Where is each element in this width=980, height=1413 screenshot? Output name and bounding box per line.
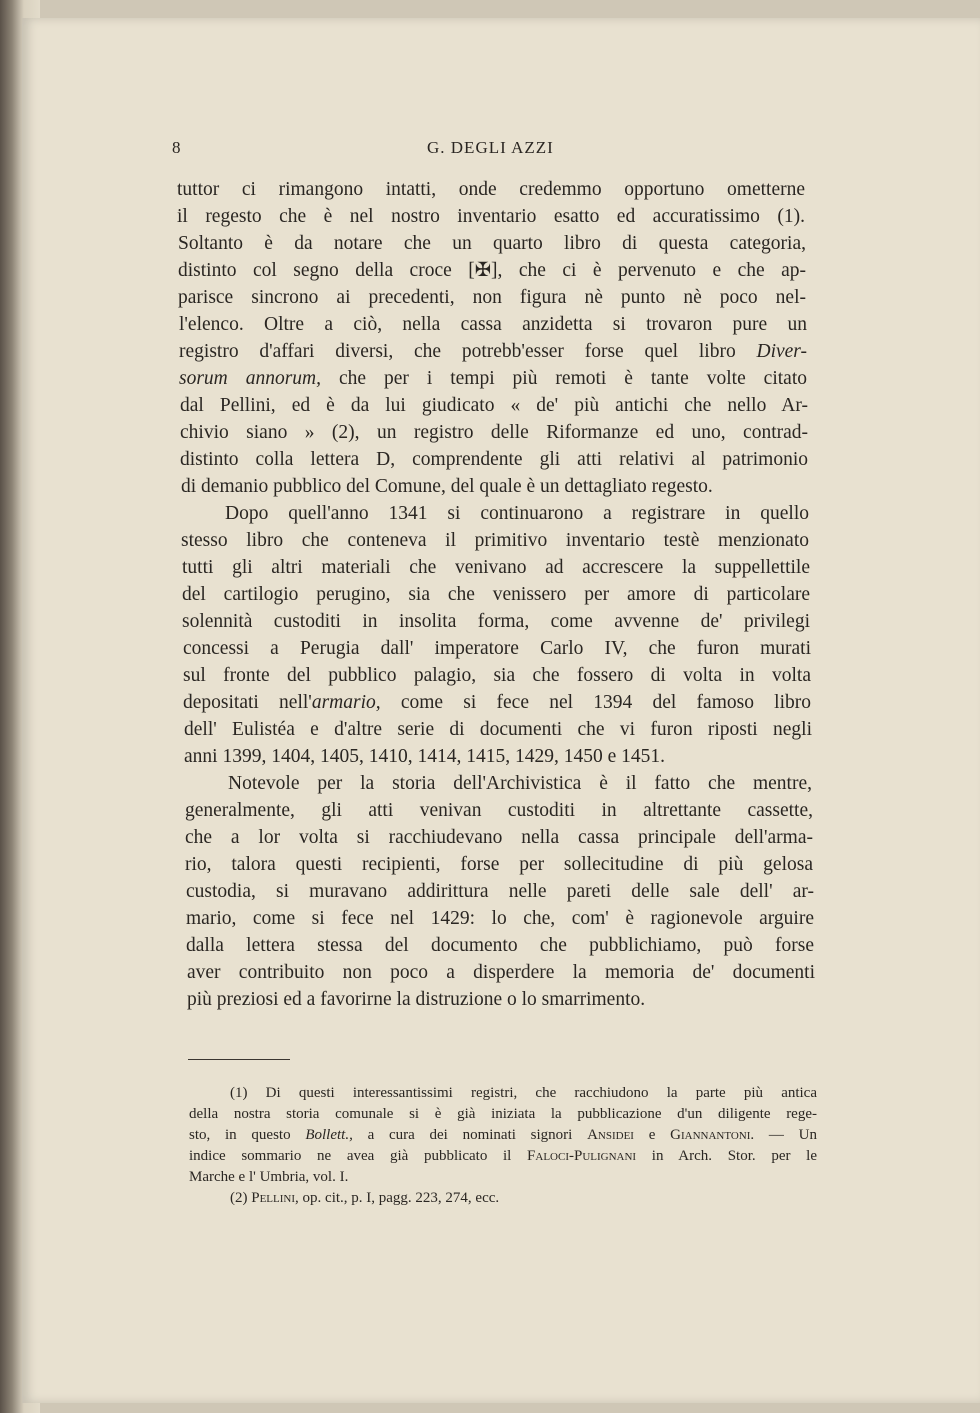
body-line — [177, 178, 805, 202]
text-segment: aver contribuito non poco a disperdere la memoria de' documenti — [187, 962, 815, 983]
text-segment: l'elenco. Oltre a ciò, nella cassa anzidetta si trovaron pure un — [179, 314, 807, 335]
text-segment: depositati nell' — [183, 692, 312, 713]
text-segment: (2) — [230, 1190, 252, 1206]
body-line — [228, 772, 812, 796]
body-line — [178, 286, 806, 310]
text-segment: a cura dei nominati signori — [352, 1127, 588, 1143]
text-segment: dell' Eulistéa e d'altre serie di documenti che vi furon riposti negli — [184, 719, 812, 740]
body-line — [179, 313, 807, 337]
body-line — [186, 907, 814, 931]
text-segment: distinto colla lettera D, comprendente gli atti relativi al patrimonio — [180, 449, 808, 470]
text-segment: registro d'affari diversi, che potrebb'esser forse quel libro — [179, 341, 757, 362]
text-segment: come si fece nel 1394 del famoso libro — [380, 692, 812, 713]
body-line — [183, 664, 811, 688]
body-line — [180, 448, 808, 472]
body-line — [185, 799, 813, 823]
text-segment: sul fronte del pubblico palagio, sia che fossero di volta in volta — [183, 665, 811, 686]
text-segment: chivio siano » (2), un registro delle Riformanze ed uno, contrad- — [180, 422, 808, 443]
body-line — [186, 934, 814, 958]
body-line — [179, 340, 807, 364]
text-segment: rio, talora questi recipienti, forse per sollecitudine di più gelosa — [185, 854, 813, 875]
text-segment: Pellini — [251, 1190, 296, 1206]
text-segment: Giannantoni — [670, 1127, 751, 1143]
text-segment: di demanio pubblico del Comune, del quale è un dettagliato regesto. — [181, 476, 713, 497]
body-line — [185, 826, 813, 850]
body-line — [182, 556, 810, 580]
text-segment: Dopo quell'anno 1341 si continuarono a registrare in quello — [225, 503, 809, 524]
body-line — [179, 367, 807, 391]
text-segment: indice sommario ne avea già pubblicato il — [189, 1148, 528, 1164]
body-line — [182, 610, 810, 634]
text-segment: del cartilogio perugino, sia che venissero per amore di particolare — [182, 584, 810, 605]
body-line — [184, 718, 812, 742]
text-segment: Soltanto è da notare che un quarto libro di questa categoria, — [178, 233, 806, 254]
body-line — [185, 853, 813, 877]
text-segment: sorum annorum, — [179, 368, 322, 389]
text-segment: stesso libro che conteneva il primitivo inventario testè menzionato — [181, 530, 809, 551]
text-segment: custodia, si muravano addirittura nelle pareti delle sale dell' ar- — [186, 881, 814, 902]
body-line — [187, 988, 815, 1012]
running-title: G. DEGLI AZZI — [427, 138, 554, 157]
footnote-line — [189, 1125, 817, 1145]
text-segment: Bollett., — [305, 1127, 353, 1143]
text-segment: il regesto che è nel nostro inventario esatto ed accuratissimo (1). — [177, 206, 805, 227]
footnote-rule — [188, 1059, 290, 1060]
footnote-line — [189, 1104, 817, 1124]
text-segment: mario, come si fece nel 1429: lo che, com' è ragionevole arguire — [186, 908, 814, 929]
text-segment: distinto col segno della croce [✠], che ci è pervenuto e che ap- — [178, 260, 806, 281]
text-segment: . — Un — [750, 1127, 817, 1143]
text-segment: che a lor volta si racchiudevano nella cassa principale dell'arma- — [185, 827, 813, 848]
body-line — [183, 637, 811, 661]
footnote-line — [189, 1167, 817, 1187]
text-segment: della nostra storia comunale si è già iniziata la pubblicazione d'un diligente rege- — [189, 1106, 817, 1122]
text-segment: in Arch. Stor. per le — [636, 1148, 817, 1164]
body-line — [225, 502, 809, 526]
text-segment: dal Pellini, ed è da lui giudicato « de' più antichi che nello Ar- — [180, 395, 808, 416]
text-segment: anni 1399, 1404, 1405, 1410, 1414, 1415, 1429, 1450 e 1451. — [184, 746, 665, 767]
text-segment: Diver- — [756, 341, 807, 362]
text-segment: tuttor ci rimangono intatti, onde credemmo opportuno ometterne — [177, 179, 805, 200]
body-line — [180, 421, 808, 445]
text-segment: che per i tempi più remoti è tante volte citato — [321, 368, 807, 389]
text-segment: , op. cit., p. I, pagg. 223, 274, ecc. — [295, 1190, 500, 1206]
text-segment: concessi a Perugia dall' imperatore Carlo IV, che furon murati — [183, 638, 811, 659]
footnote-line — [230, 1188, 817, 1208]
text-segment: (1) Di questi interessantissimi registri, che racchiudono la parte più antica — [230, 1085, 817, 1101]
text-segment: Faloci-Pulignani — [527, 1148, 637, 1164]
body-line — [181, 475, 809, 499]
body-line — [181, 529, 809, 553]
text-segment: sto, in questo — [189, 1127, 306, 1143]
body-line — [182, 583, 810, 607]
body-line — [184, 745, 812, 769]
body-line — [187, 961, 815, 985]
text-segment: solennità custoditi in insolita forma, come avvenne de' privilegi — [182, 611, 810, 632]
text-segment: dalla lettera stessa del documento che pubblichiamo, può forse — [186, 935, 814, 956]
body-line — [177, 205, 805, 229]
body-line — [178, 232, 806, 256]
body-line — [178, 259, 806, 283]
body-line — [180, 394, 808, 418]
text-segment: Ansidei — [587, 1127, 634, 1143]
body-line — [183, 691, 811, 715]
text-segment: Marche e l' Umbria, vol. I. — [189, 1169, 349, 1185]
text-segment: più preziosi ed a favorirne la distruzione o lo smarrimento. — [187, 989, 646, 1010]
text-segment: armario, — [311, 692, 381, 713]
text-segment: parisce sincrono ai precedenti, non figura nè punto nè poco nel- — [178, 287, 806, 308]
text-segment: Notevole per la storia dell'Archivistica è il fatto che mentre, — [228, 773, 812, 794]
footnote-line — [189, 1146, 817, 1166]
footnote-line — [230, 1083, 817, 1103]
body-line — [186, 880, 814, 904]
text-segment: tutti gli altri materiali che venivano ad accrescere la suppellettile — [182, 557, 810, 578]
page-number: 8 — [172, 138, 182, 157]
text-segment: generalmente, gli atti venivan custoditi in altrettante cassette, — [185, 800, 813, 821]
text-segment: e — [633, 1127, 671, 1143]
